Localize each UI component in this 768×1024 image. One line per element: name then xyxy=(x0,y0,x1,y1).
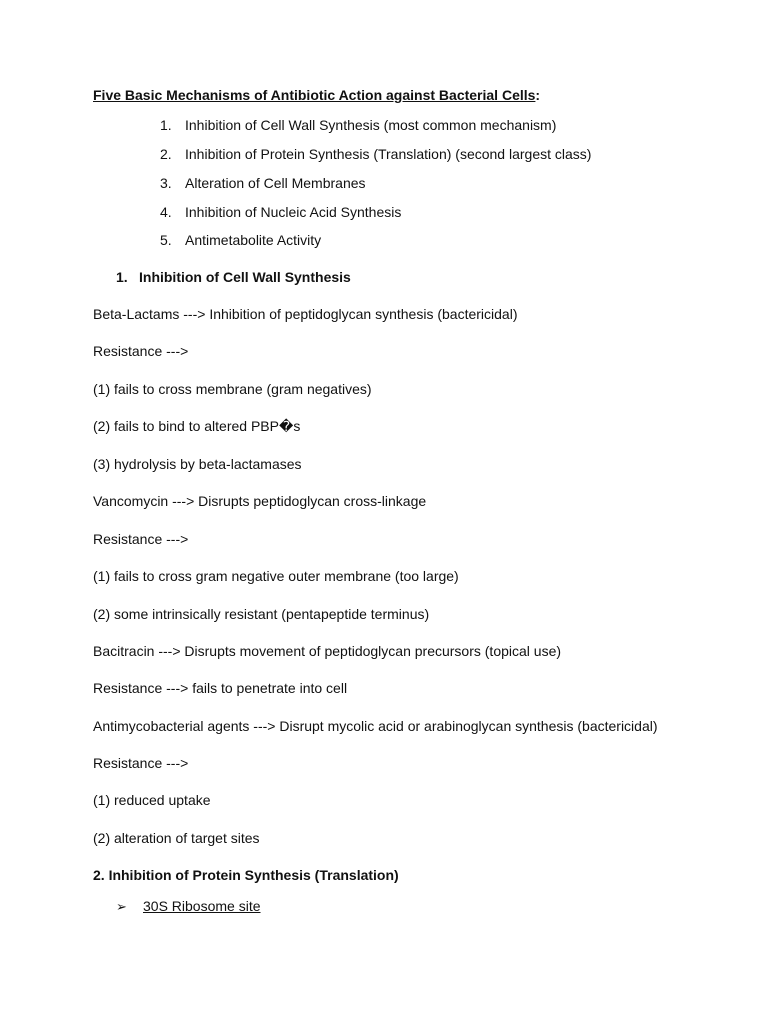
paragraph-line: Vancomycin ---> Disrupts peptidoglycan cross-linkage xyxy=(93,493,427,509)
list-item-text: Inhibition of Protein Synthesis (Translation) (second largest class) xyxy=(185,146,592,162)
mechanism-list-item xyxy=(160,175,366,191)
paragraph-line: Resistance ---> fails to penetrate into cell xyxy=(93,680,348,696)
bullet-item-text: 30S Ribosome site xyxy=(143,898,261,914)
document-title xyxy=(93,87,540,103)
list-item-text: Antimetabolite Activity xyxy=(185,232,322,248)
bullet-item xyxy=(116,898,261,915)
paragraph-line: (2) some intrinsically resistant (pentapeptide terminus) xyxy=(93,606,430,622)
paragraph-line: Bacitracin ---> Disrupts movement of peptidoglycan precursors (topical use) xyxy=(93,643,562,659)
list-number: 2. xyxy=(160,146,172,162)
list-number: 3. xyxy=(160,175,172,191)
document-title-text: Five Basic Mechanisms of Antibiotic Action against Bacterial Cells xyxy=(93,87,536,103)
mechanism-list-item xyxy=(160,204,401,220)
arrow-bullet-icon: ➢ xyxy=(116,899,127,914)
mechanism-list-item xyxy=(160,117,556,133)
paragraph-line: (2) alteration of target sites xyxy=(93,830,260,846)
list-number: 5. xyxy=(160,232,172,248)
list-number: 4. xyxy=(160,204,172,220)
mechanism-list-item xyxy=(160,232,321,248)
paragraph-line: (1) fails to cross gram negative outer membrane (too large) xyxy=(93,568,459,584)
paragraph-line: Resistance ---> xyxy=(93,343,189,359)
mechanism-list-item xyxy=(160,146,591,162)
list-item-text: Alteration of Cell Membranes xyxy=(185,175,366,191)
document-title-colon: : xyxy=(535,87,541,103)
paragraph-line: (2) fails to bind to altered PBP�s xyxy=(93,418,301,434)
section-heading-cell-wall xyxy=(116,269,351,285)
list-number: 1. xyxy=(160,117,172,133)
section-heading-protein-synthesis: 2. Inhibition of Protein Synthesis (Translation) xyxy=(93,867,399,883)
paragraph-line: (1) fails to cross membrane (gram negatives) xyxy=(93,381,372,397)
paragraph-line: Resistance ---> xyxy=(93,755,189,771)
paragraph-line: Resistance ---> xyxy=(93,531,189,547)
paragraph-line: Beta-Lactams ---> Inhibition of peptidoglycan synthesis (bactericidal) xyxy=(93,306,518,322)
paragraph-line: Antimycobacterial agents ---> Disrupt mycolic acid or arabinoglycan synthesis (bactericidal) xyxy=(93,718,658,734)
list-item-text: Inhibition of Cell Wall Synthesis (most common mechanism) xyxy=(185,117,557,133)
paragraph-line: (3) hydrolysis by beta-lactamases xyxy=(93,456,302,472)
section-number: 1. xyxy=(116,269,128,285)
list-item-text: Inhibition of Nucleic Acid Synthesis xyxy=(185,204,402,220)
paragraph-line: (1) reduced uptake xyxy=(93,792,211,808)
section-heading-text: Inhibition of Cell Wall Synthesis xyxy=(139,269,351,285)
